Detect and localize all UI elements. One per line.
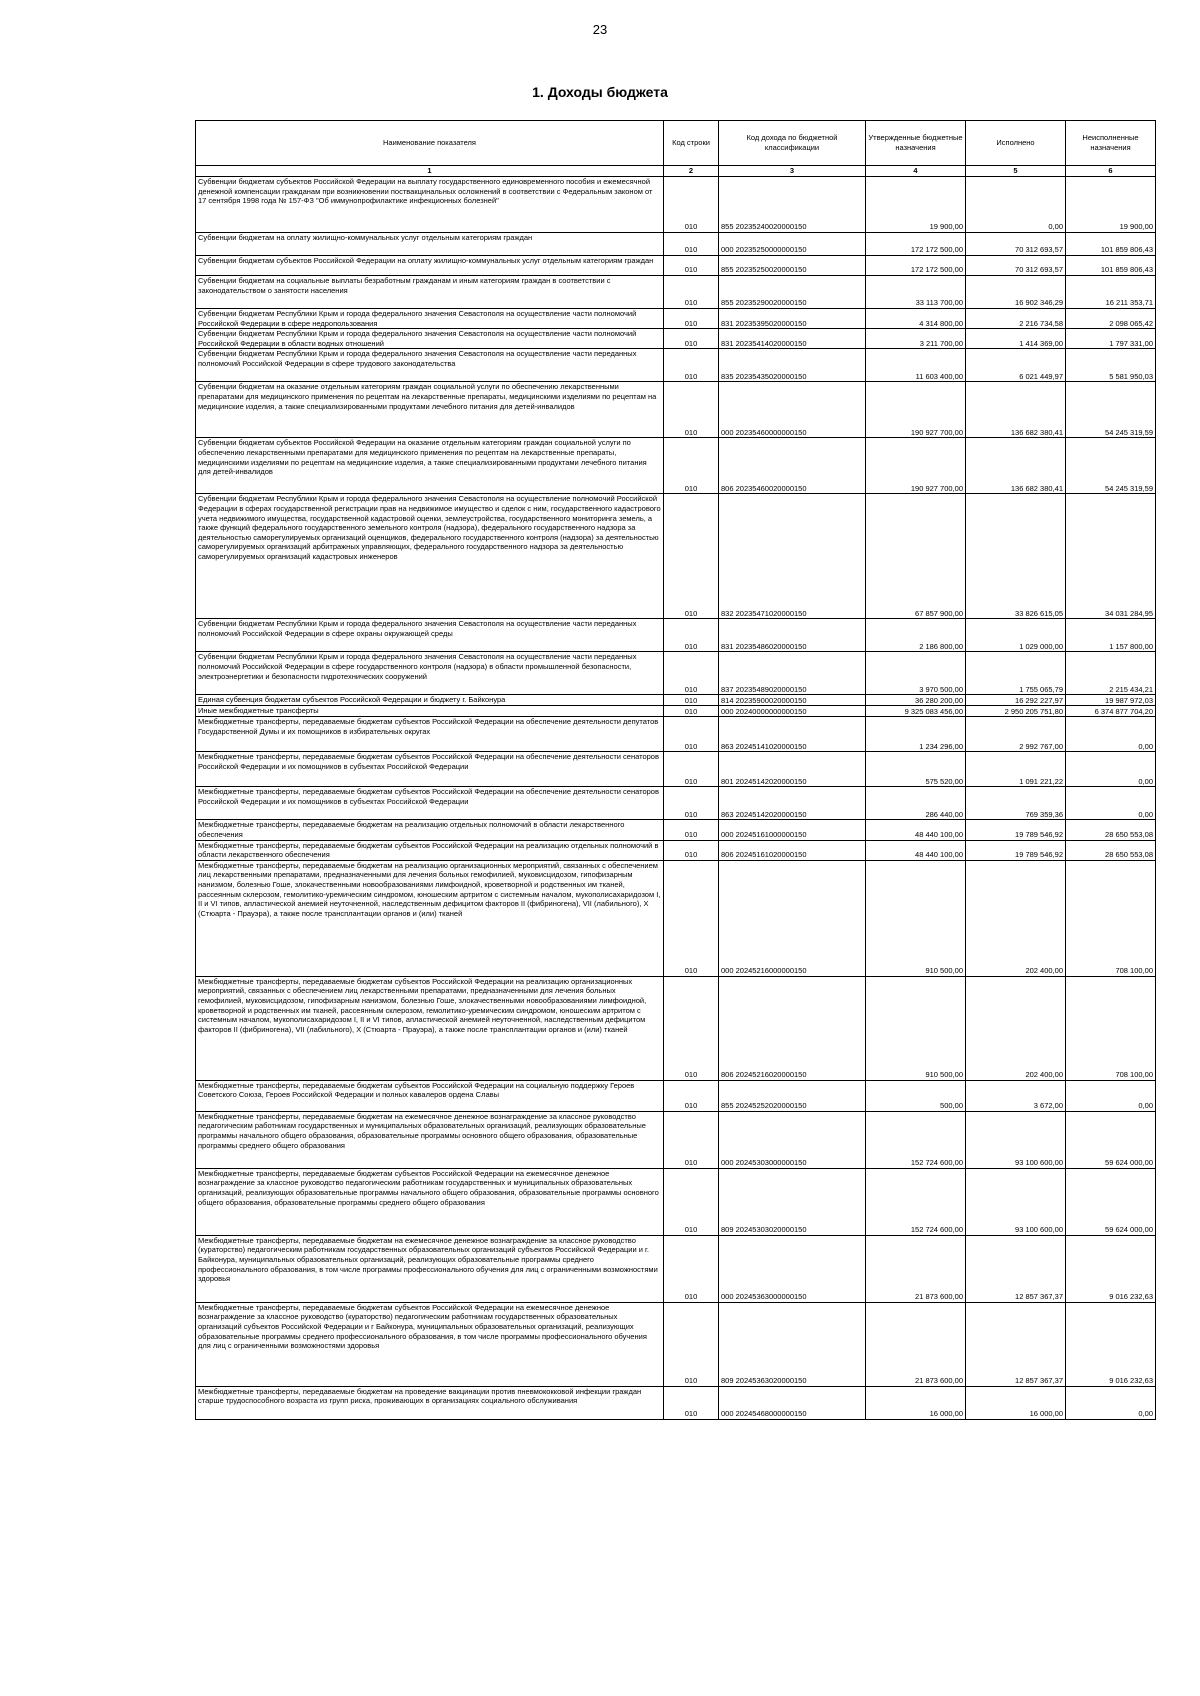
row-line-code: 010 [664, 717, 719, 752]
table-row [196, 840, 1156, 860]
row-unexecuted: 0,00 [1066, 787, 1156, 820]
row-name: Субвенции бюджетам Республики Крым и города федерального значения Севастополя на осуществление части полномочий Российской Федерации в области водных отношений [196, 329, 664, 349]
table-row [196, 652, 1156, 695]
row-unexecuted: 54 245 319,59 [1066, 438, 1156, 494]
row-unexecuted: 2 098 065,42 [1066, 309, 1156, 329]
table-row [196, 1235, 1156, 1302]
table-row [196, 717, 1156, 752]
row-income-code: 000 20245161000000150 [719, 820, 866, 840]
row-unexecuted: 59 624 000,00 [1066, 1111, 1156, 1168]
row-income-code: 000 20245216000000150 [719, 860, 866, 976]
row-line-code: 010 [664, 1111, 719, 1168]
row-line-code: 010 [664, 752, 719, 787]
table-body [196, 177, 1156, 1420]
row-approved: 2 186 800,00 [866, 619, 966, 652]
row-income-code: 801 20245142020000150 [719, 752, 866, 787]
row-executed: 2 992 767,00 [966, 717, 1066, 752]
row-name: Межбюджетные трансферты, передаваемые бюджетам субъектов Российской Федерации на реализацию отдельных полномочий в области лекарственного обеспечения [196, 840, 664, 860]
row-name: Межбюджетные трансферты, передаваемые бюджетам субъектов Российской Федерации на обеспечение деятельности депутатов Государственной Думы и их помощников в избирательных округах [196, 717, 664, 752]
row-approved: 190 927 700,00 [866, 382, 966, 438]
row-approved: 48 440 100,00 [866, 840, 966, 860]
row-name: Межбюджетные трансферты, передаваемые бюджетам субъектов Российской Федерации на ежемесячное денежное вознаграждение за классное руководство (кураторство) педагогическим работникам государственных образовательных организаций субъектов Российской Федерации и г Байконура, муниципальных образовательных организаций, реализующих образовательные программы среднего профессионального образования, в том числе программы профессионального обучения для лиц с ограниченными возможностями здоровья [196, 1302, 664, 1386]
row-unexecuted: 9 016 232,63 [1066, 1235, 1156, 1302]
row-unexecuted: 101 859 806,43 [1066, 233, 1156, 256]
row-approved: 11 603 400,00 [866, 349, 966, 382]
table-row [196, 256, 1156, 276]
row-approved: 190 927 700,00 [866, 438, 966, 494]
row-executed: 93 100 600,00 [966, 1168, 1066, 1235]
row-income-code: 832 20235471020000150 [719, 494, 866, 619]
table-row [196, 382, 1156, 438]
row-name: Межбюджетные трансферты, передаваемые бюджетам на реализацию отдельных полномочий в области лекарственного обеспечения [196, 820, 664, 840]
row-executed: 769 359,36 [966, 787, 1066, 820]
row-line-code: 010 [664, 787, 719, 820]
row-approved: 19 900,00 [866, 177, 966, 233]
row-executed: 70 312 693,57 [966, 233, 1066, 256]
row-approved: 152 724 600,00 [866, 1111, 966, 1168]
row-executed: 1 755 065,79 [966, 652, 1066, 695]
row-line-code: 010 [664, 1080, 719, 1111]
row-unexecuted: 54 245 319,59 [1066, 382, 1156, 438]
row-unexecuted: 28 650 553,08 [1066, 820, 1156, 840]
row-unexecuted: 2 215 434,21 [1066, 652, 1156, 695]
row-income-code: 806 20245161020000150 [719, 840, 866, 860]
row-name: Межбюджетные трансферты, передаваемые бюджетам субъектов Российской Федерации на ежемесячное денежное вознаграждение за классное руководство педагогическим работникам государственных и муниципальных образовательных организаций, реализующих образовательные программы начального общего образования, образовательные программы основного общего образования, образовательные программы среднего общего образования [196, 1168, 664, 1235]
row-income-code: 000 20245363000000150 [719, 1235, 866, 1302]
table-row [196, 706, 1156, 717]
row-unexecuted: 16 211 353,71 [1066, 276, 1156, 309]
row-income-code: 831 20235395020000150 [719, 309, 866, 329]
row-unexecuted: 1 797 331,00 [1066, 329, 1156, 349]
row-executed: 12 857 367,37 [966, 1302, 1066, 1386]
row-line-code: 010 [664, 349, 719, 382]
row-income-code: 000 20245468000000150 [719, 1386, 866, 1419]
row-income-code: 000 20245303000000150 [719, 1111, 866, 1168]
row-approved: 9 325 083 456,00 [866, 706, 966, 717]
table-row [196, 1111, 1156, 1168]
page-title: 1. Доходы бюджета [532, 84, 668, 100]
row-executed: 1 414 369,00 [966, 329, 1066, 349]
row-executed: 2 950 205 751,80 [966, 706, 1066, 717]
row-income-code: 000 20235460000000150 [719, 382, 866, 438]
row-name: Субвенции бюджетам Республики Крым и города федерального значения Севастополя на осуществление части переданных полномочий Российской Федерации в сфере охраны окружающей среды [196, 619, 664, 652]
row-income-code: 831 20235414020000150 [719, 329, 866, 349]
row-line-code: 010 [664, 695, 719, 706]
row-name: Субвенции бюджетам на социальные выплаты безработным гражданам и иным категориям граждан в соответствии с законодательством о занятости населения [196, 276, 664, 309]
table-row [196, 233, 1156, 256]
row-executed: 12 857 367,37 [966, 1235, 1066, 1302]
row-line-code: 010 [664, 177, 719, 233]
row-name: Межбюджетные трансферты, передаваемые бюджетам субъектов Российской Федерации на обеспечение деятельности сенаторов Российской Федерации и их помощников в субъектах Российской Федерации [196, 752, 664, 787]
row-executed: 0,00 [966, 177, 1066, 233]
table-row [196, 309, 1156, 329]
table-row [196, 276, 1156, 309]
row-approved: 1 234 296,00 [866, 717, 966, 752]
row-approved: 33 113 700,00 [866, 276, 966, 309]
table-row [196, 787, 1156, 820]
row-name: Субвенции бюджетам субъектов Российской Федерации на оплату жилищно-коммунальных услуг отдельным категориям граждан [196, 256, 664, 276]
row-unexecuted: 34 031 284,95 [1066, 494, 1156, 619]
row-unexecuted: 1 157 800,00 [1066, 619, 1156, 652]
row-approved: 21 873 600,00 [866, 1302, 966, 1386]
row-income-code: 809 20245363020000150 [719, 1302, 866, 1386]
row-name: Субвенции бюджетам Республики Крым и города федерального значения Севастополя на осуществление полномочий Российской Федерации в сферах государственной регистрации прав на недвижимое имущество и сделок с ним, государственного кадастрового учета недвижимого имущества, государственной кадастровой оценки, землеустройства, государственного мониторинга земель, а также функций федерального государственного земельного контроля (надзора), федерального государственного надзора за деятельностью саморегулируемых организаций оценщиков, федерального государственного контроля (надзора) за деятельностью саморегулируемых организаций арбитражных управляющих, федерального государственного надзора за деятельностью саморегулируемых организаций кадастровых инженеров [196, 494, 664, 619]
header-unexecuted: Неисполненные назначения [1066, 121, 1156, 166]
row-unexecuted: 0,00 [1066, 752, 1156, 787]
row-income-code: 863 20245142020000150 [719, 787, 866, 820]
row-executed: 16 292 227,97 [966, 695, 1066, 706]
table-row [196, 349, 1156, 382]
row-name: Субвенции бюджетам на оказание отдельным категориям граждан социальной услуги по обеспечению лекарственными препаратами для медицинского применения по рецептам на лекарственные препараты, медицинскими изделиями по рецептам на медицинские изделия, а также специализированными продуктами лечебного питания для детей-инвалидов [196, 382, 664, 438]
table-row [196, 1168, 1156, 1235]
row-name: Субвенции бюджетам субъектов Российской Федерации на выплату государственного единовременного пособия и ежемесячной денежной компенсации гражданам при возникновении поствакцинальных осложнений в соответствии с Федеральным законом от 17 сентября 1998 года № 157-ФЗ "Об иммунопрофилактике инфекционных болезней" [196, 177, 664, 233]
row-income-code: 863 20245141020000150 [719, 717, 866, 752]
row-income-code: 000 20235250000000150 [719, 233, 866, 256]
row-line-code: 010 [664, 276, 719, 309]
table-row [196, 329, 1156, 349]
row-income-code: 855 20245252020000150 [719, 1080, 866, 1111]
row-unexecuted: 59 624 000,00 [1066, 1168, 1156, 1235]
row-approved: 910 500,00 [866, 976, 966, 1080]
row-unexecuted: 6 374 877 704,20 [1066, 706, 1156, 717]
column-number: 1 [196, 166, 664, 177]
row-executed: 19 789 546,92 [966, 840, 1066, 860]
row-name: Межбюджетные трансферты, передаваемые бюджетам субъектов Российской Федерации на обеспечение деятельности сенаторов Российской Федерации и их помощников в субъектах Российской Федерации [196, 787, 664, 820]
table-row [196, 860, 1156, 976]
row-income-code: 814 20235900020000150 [719, 695, 866, 706]
row-line-code: 010 [664, 382, 719, 438]
row-unexecuted: 0,00 [1066, 1386, 1156, 1419]
row-line-code: 010 [664, 494, 719, 619]
row-name: Субвенции бюджетам на оплату жилищно-коммунальных услуг отдельным категориям граждан [196, 233, 664, 256]
row-executed: 136 682 380,41 [966, 382, 1066, 438]
row-name: Межбюджетные трансферты, передаваемые бюджетам субъектов Российской Федерации на социальную поддержку Героев Советского Союза, Героев Российской Федерации и полных кавалеров ордена Славы [196, 1080, 664, 1111]
row-approved: 3 211 700,00 [866, 329, 966, 349]
row-line-code: 010 [664, 1302, 719, 1386]
table-header-row [196, 121, 1156, 166]
column-number: 5 [966, 166, 1066, 177]
row-line-code: 010 [664, 1235, 719, 1302]
budget-income-table [195, 120, 1156, 1420]
row-executed: 136 682 380,41 [966, 438, 1066, 494]
row-income-code: 835 20235435020000150 [719, 349, 866, 382]
row-unexecuted: 28 650 553,08 [1066, 840, 1156, 860]
row-approved: 286 440,00 [866, 787, 966, 820]
row-line-code: 010 [664, 820, 719, 840]
row-executed: 1 029 000,00 [966, 619, 1066, 652]
row-name: Единая субвенция бюджетам субъектов Российской Федерации и бюджету г. Байконура [196, 695, 664, 706]
row-approved: 67 857 900,00 [866, 494, 966, 619]
row-unexecuted: 5 581 950,03 [1066, 349, 1156, 382]
row-executed: 2 216 734,58 [966, 309, 1066, 329]
row-approved: 172 172 500,00 [866, 233, 966, 256]
row-unexecuted: 708 100,00 [1066, 860, 1156, 976]
row-line-code: 010 [664, 1168, 719, 1235]
row-income-code: 831 20235486020000150 [719, 619, 866, 652]
table-row [196, 695, 1156, 706]
row-name: Субвенции бюджетам субъектов Российской Федерации на оказание отдельным категориям граждан социальной услуги по обеспечению лекарственными препаратами для медицинского применения по рецептам на лекарственные препараты, медицинскими изделиями по рецептам на медицинские изделия, а также специализированными продуктами лечебного питания для детей-инвалидов [196, 438, 664, 494]
row-line-code: 010 [664, 329, 719, 349]
row-name: Межбюджетные трансферты, передаваемые бюджетам на ежемесячное денежное вознаграждение за классное руководство педагогическим работникам государственных и муниципальных образовательных организаций, реализующих образовательные программы начального общего образования, образовательные программы основного общего образования, образовательные программы среднего общего образования [196, 1111, 664, 1168]
row-approved: 21 873 600,00 [866, 1235, 966, 1302]
row-income-code: 855 20235250020000150 [719, 256, 866, 276]
row-income-code: 837 20235489020000150 [719, 652, 866, 695]
table-row [196, 177, 1156, 233]
row-executed: 202 400,00 [966, 976, 1066, 1080]
row-line-code: 010 [664, 619, 719, 652]
row-approved: 172 172 500,00 [866, 256, 966, 276]
row-name: Субвенции бюджетам Республики Крым и города федерального значения Севастополя на осуществление части переданных полномочий Российской Федерации в сфере государственного контроля (надзора) в области промышленной безопасности, электроэнергетики и безопасности гидротехнических сооружений [196, 652, 664, 695]
row-approved: 4 314 800,00 [866, 309, 966, 329]
table-row [196, 1386, 1156, 1419]
table-row [196, 438, 1156, 494]
row-income-code: 855 20235240020000150 [719, 177, 866, 233]
row-executed: 19 789 546,92 [966, 820, 1066, 840]
row-name: Межбюджетные трансферты, передаваемые бюджетам на проведение вакцинации против пневмококковой инфекции граждан старше трудоспособного возраста из групп риска, проживающих в организациях социального обслуживания [196, 1386, 664, 1419]
row-unexecuted: 0,00 [1066, 1080, 1156, 1111]
row-unexecuted: 708 100,00 [1066, 976, 1156, 1080]
row-line-code: 010 [664, 309, 719, 329]
row-line-code: 010 [664, 706, 719, 717]
row-name: Межбюджетные трансферты, передаваемые бюджетам на ежемесячное денежное вознаграждение за классное руководство (кураторство) педагогическим работникам государственных образовательных организаций субъектов Российской Федерации и г. Байконура, муниципальных образовательных организаций, реализующих образовательные программы среднего профессионального образования, в том числе программы профессионального обучения для лиц с ограниченными возможностями здоровья [196, 1235, 664, 1302]
row-approved: 500,00 [866, 1080, 966, 1111]
page-number: 23 [592, 22, 608, 37]
row-executed: 16 902 346,29 [966, 276, 1066, 309]
row-executed: 93 100 600,00 [966, 1111, 1066, 1168]
row-income-code: 806 20235460020000150 [719, 438, 866, 494]
row-line-code: 010 [664, 840, 719, 860]
row-name: Субвенции бюджетам Республики Крым и города федерального значения Севастополя на осуществление части переданных полномочий Российской Федерации в сфере трудового законодательства [196, 349, 664, 382]
row-line-code: 010 [664, 860, 719, 976]
column-number: 4 [866, 166, 966, 177]
table-row [196, 619, 1156, 652]
column-number: 6 [1066, 166, 1156, 177]
row-approved: 910 500,00 [866, 860, 966, 976]
row-name: Межбюджетные трансферты, передаваемые бюджетам на реализацию организационных мероприятий, связанных с обеспечением лиц лекарственными препаратами, предназначенными для лечения больных гемофилией, муковисцидозом, гипофизарным нанизмом, болезнью Гоше, злокачественными новообразованиями лимфоидной, кроветворной и родственных им тканей, рассеянным склерозом, гемолитико-уремическим синдромом, юношеским артритом с системным началом, мукополисахаридозом I, II и VI типов, апластической анемией неуточненной, наследственным дефицитом факторов II (фибриногена), VII (лабильного), X (Стюарта - Прауэра), а также после трансплантации органов и (или) тканей [196, 860, 664, 976]
row-approved: 48 440 100,00 [866, 820, 966, 840]
column-number-row [196, 166, 1156, 177]
row-income-code: 000 20240000000000150 [719, 706, 866, 717]
row-executed: 33 826 615,05 [966, 494, 1066, 619]
table-row [196, 820, 1156, 840]
table-row [196, 494, 1156, 619]
row-line-code: 010 [664, 438, 719, 494]
row-approved: 16 000,00 [866, 1386, 966, 1419]
row-executed: 6 021 449,97 [966, 349, 1066, 382]
row-income-code: 806 20245216020000150 [719, 976, 866, 1080]
row-approved: 152 724 600,00 [866, 1168, 966, 1235]
row-approved: 36 280 200,00 [866, 695, 966, 706]
row-name: Субвенции бюджетам Республики Крым и города федерального значения Севастополя на осуществление части полномочий Российской Федерации в сфере недропользования [196, 309, 664, 329]
row-name: Иные межбюджетные трансферты [196, 706, 664, 717]
header-income-code: Код дохода по бюджетной классификации [719, 121, 866, 166]
table-row [196, 976, 1156, 1080]
row-executed: 1 091 221,22 [966, 752, 1066, 787]
header-indicator-name: Наименование показателя [196, 121, 664, 166]
row-approved: 575 520,00 [866, 752, 966, 787]
row-income-code: 855 20235290020000150 [719, 276, 866, 309]
row-executed: 202 400,00 [966, 860, 1066, 976]
row-unexecuted: 0,00 [1066, 717, 1156, 752]
row-unexecuted: 19 987 972,03 [1066, 695, 1156, 706]
table-row [196, 752, 1156, 787]
row-unexecuted: 9 016 232,63 [1066, 1302, 1156, 1386]
header-line-code: Код строки [664, 121, 719, 166]
table-row [196, 1080, 1156, 1111]
row-line-code: 010 [664, 256, 719, 276]
column-number: 2 [664, 166, 719, 177]
column-number: 3 [719, 166, 866, 177]
row-line-code: 010 [664, 1386, 719, 1419]
row-executed: 3 672,00 [966, 1080, 1066, 1111]
row-line-code: 010 [664, 233, 719, 256]
row-executed: 16 000,00 [966, 1386, 1066, 1419]
row-line-code: 010 [664, 976, 719, 1080]
table-row [196, 1302, 1156, 1386]
row-unexecuted: 101 859 806,43 [1066, 256, 1156, 276]
row-approved: 3 970 500,00 [866, 652, 966, 695]
row-income-code: 809 20245303020000150 [719, 1168, 866, 1235]
header-approved: Утвержденные бюджетные назначения [866, 121, 966, 166]
row-executed: 70 312 693,57 [966, 256, 1066, 276]
row-name: Межбюджетные трансферты, передаваемые бюджетам субъектов Российской Федерации на реализацию организационных мероприятий, связанных с обеспечением лиц лекарственными препаратами, предназначенными для лечения больных гемофилией, муковисцидозом, гипофизарным нанизмом, болезнью Гоше, злокачественными новообразованиями лимфоидной, кроветворной и родственных им тканей, рассеянным склерозом, гемолитико-уремическим синдромом, юношеским артритом с системным началом, мукополисахаридозом I, II и VI типов, апластической анемией неуточненной, наследственным дефицитом факторов II (фибриногена), VII (лабильного), X (Стюарта - Прауэра), а также после трансплантации органов и (или) тканей [196, 976, 664, 1080]
row-line-code: 010 [664, 652, 719, 695]
row-unexecuted: 19 900,00 [1066, 177, 1156, 233]
header-executed: Исполнено [966, 121, 1066, 166]
